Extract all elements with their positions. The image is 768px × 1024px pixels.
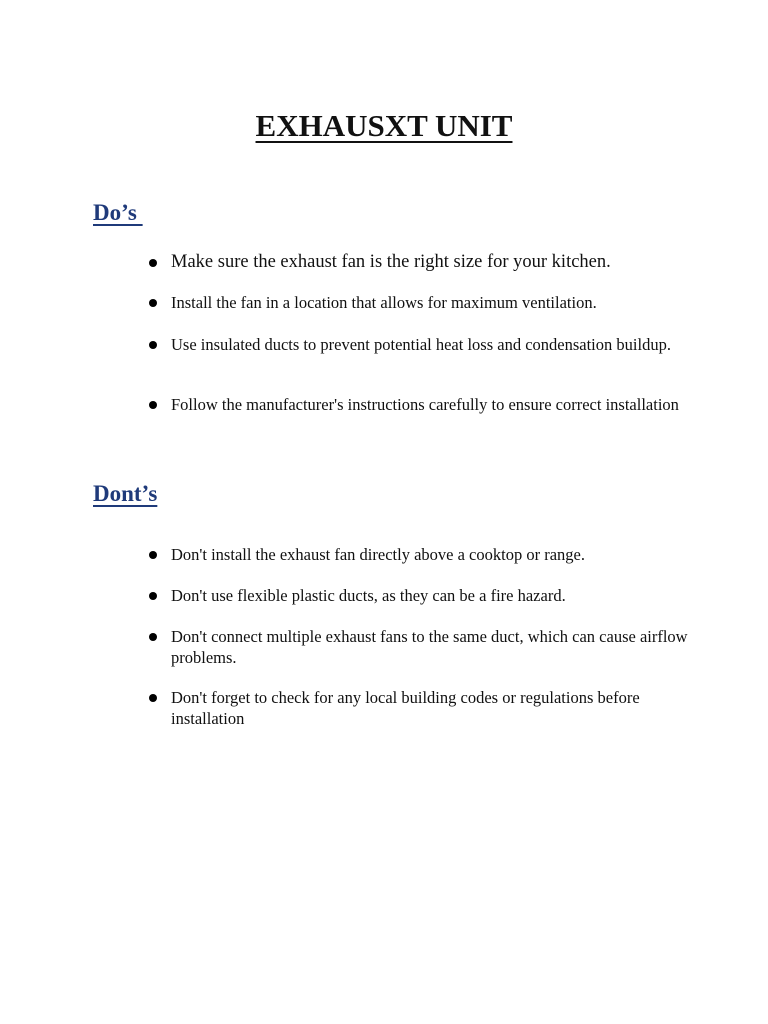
list-item-text: Use insulated ducts to prevent potential heat loss and condensation buildup.: [171, 335, 671, 354]
bullet-icon: [149, 694, 157, 702]
list-item-text: Don't use flexible plastic ducts, as they can be a fire hazard.: [171, 586, 566, 605]
list-item-text: Don't connect multiple exhaust fans to the same duct, which can cause airflow problems.: [171, 627, 688, 667]
list-item: [146, 544, 701, 565]
list-item-text: Install the fan in a location that allows for maximum ventilation.: [171, 293, 597, 312]
list-item: [146, 251, 701, 274]
list-item: [146, 394, 701, 415]
bullet-icon: [149, 633, 157, 641]
list-item: [146, 626, 701, 668]
bullet-icon: [149, 259, 157, 267]
bullet-icon: [149, 401, 157, 409]
list-item-text: Follow the manufacturer's instructions carefully to ensure correct installation: [171, 395, 679, 414]
page-title: EXHAUSXT UNIT: [255, 108, 513, 143]
list-item-text: Don't forget to check for any local building codes or regulations before installation: [171, 688, 640, 728]
list-item: [146, 334, 701, 355]
list-item: [146, 585, 701, 606]
bullet-icon: [149, 551, 157, 559]
list-item: [146, 292, 701, 313]
list-item-text: Make sure the exhaust fan is the right size for your kitchen.: [171, 252, 611, 272]
bullet-icon: [149, 341, 157, 349]
donts-heading: Dont’s: [93, 481, 158, 506]
bullet-icon: [149, 592, 157, 600]
dos-heading: Do’s: [93, 200, 143, 225]
list-item: [146, 687, 701, 729]
list-item-text: Don't install the exhaust fan directly above a cooktop or range.: [171, 545, 585, 564]
bullet-icon: [149, 299, 157, 307]
